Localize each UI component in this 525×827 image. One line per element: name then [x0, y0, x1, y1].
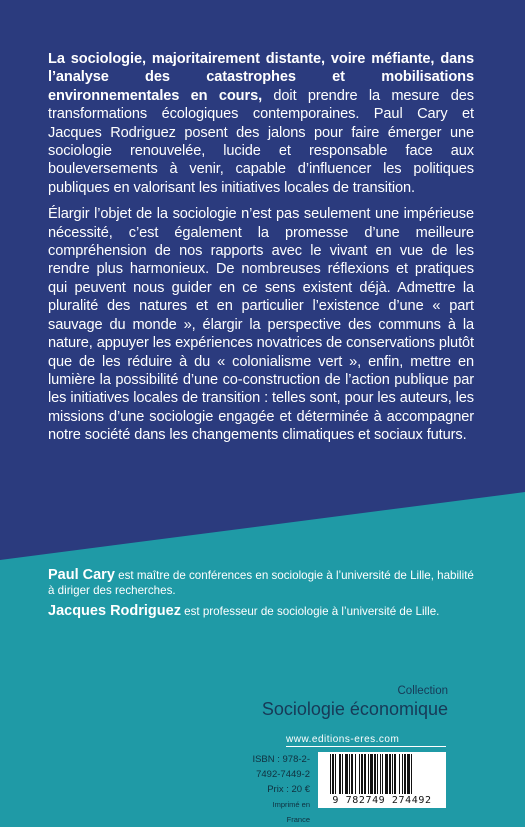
collection-block [262, 685, 448, 720]
collection-label: Collection [397, 685, 448, 697]
back-cover-blurb [48, 50, 474, 445]
barcode-bar [339, 754, 341, 794]
barcode-bar [407, 754, 410, 794]
price-text: Prix : 20 € [267, 784, 310, 795]
barcode-bar [349, 754, 350, 794]
barcode-bar [361, 754, 363, 794]
barcode-bar [399, 754, 400, 794]
isbn-barcode [318, 752, 446, 808]
author-bio-2 [48, 604, 478, 619]
barcode-bar [402, 754, 403, 794]
author-bios [48, 568, 478, 625]
isbn-text: ISBN : 978-2-7492-7449-2 [252, 754, 310, 780]
blurb-lead-rest: doit prendre la mesure des transformations écologiques contemporaines. Paul Cary et Jacques Rodriguez posent des jalons pour faire émerger une sociologie renouvelée, lucide et responsable face aux bouleversements à venir, capable d’influencer les politiques publiques en valorisant les initiatives locales de transition. [48, 87, 474, 196]
barcode-bar [351, 754, 353, 794]
barcode-digits: 9 782749 274492 [318, 795, 446, 806]
barcode-bar [404, 754, 406, 794]
barcode-bar [382, 754, 383, 794]
blurb-lead-bold: La sociologie, majoritairement distante, voire méfiante, dans l’analyse des catastrophes et mobilisations environnementales en cours, [48, 51, 474, 104]
barcode-bars [328, 752, 436, 796]
author-description-2: est professeur de sociologie à l’université de Lille. [180, 605, 440, 618]
blurb-paragraph-1 [48, 50, 474, 197]
barcode-bar [394, 754, 396, 794]
barcode-bar [359, 754, 360, 794]
barcode-bar [374, 754, 376, 794]
author-description-1: est maître de conférences en sociologie à l’université de Lille, habilité à diriger des recherches. [48, 569, 474, 597]
barcode-bar [370, 754, 373, 794]
barcode-bar [330, 754, 331, 794]
blurb-paragraph-2: Élargir l’objet de la sociologie n’est pas seulement une impérieuse nécessité, c’est également la promesse d’une meilleure compréhension de nos rapports avec le vivant en vue de les rendre plus harmonieux. De nombreuses réflexions et pratiques qui peuvent nous guider en ce sens existent déjà. Admettre la pluralité des natures et en particulier l’existence d’une « part sauvage du monde », élargir la perspective des communs à la nature, appuyer les expériences novatrices de conservations plutôt que de les réduire à du « colonialisme vert », enfin, mettre en lumière la possibilité d’une co-construction de l’action publique par les initiatives locales de transition : telles sont, pour les auteurs, les missions d’une sociologie engagée et déterminée à accompagner notre société dans les changements climatiques et sociaux futurs. [48, 206, 474, 444]
barcode-bar [332, 754, 334, 794]
publisher-website[interactable]: www.editions-eres.com [286, 734, 400, 745]
barcode-bar [385, 754, 388, 794]
barcode-bar [345, 754, 348, 794]
barcode-bar [377, 754, 378, 794]
publication-info [250, 752, 310, 827]
barcode-bar [389, 754, 391, 794]
website-divider [286, 746, 446, 747]
barcode-bar [411, 754, 412, 794]
barcode-bar [335, 754, 336, 794]
barcode-bar [364, 754, 366, 794]
author-bio-1 [48, 568, 478, 598]
author-name-2: Jacques Rodriguez [48, 603, 181, 619]
barcode-bar [342, 754, 343, 794]
printed-in-text: Imprimé en France [272, 800, 310, 824]
barcode-bar [368, 754, 369, 794]
barcode-bar [355, 754, 356, 794]
author-name-1: Paul Cary [48, 567, 115, 583]
collection-title: Sociologie économique [261, 699, 448, 719]
barcode-bar [380, 754, 381, 794]
barcode-bar [392, 754, 393, 794]
